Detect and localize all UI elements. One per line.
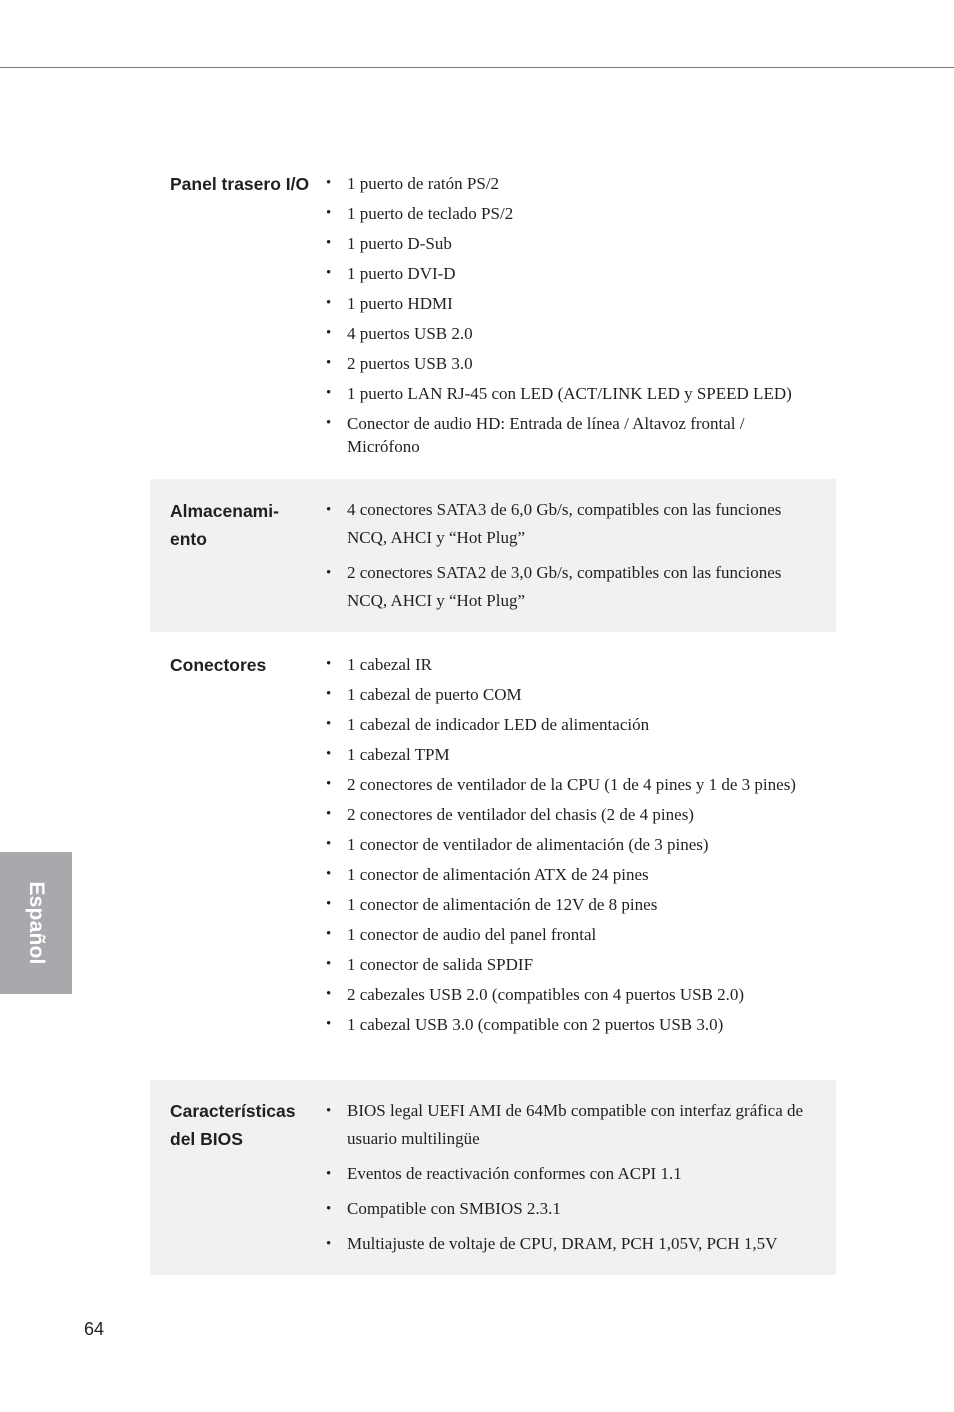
list-item: • 1 cabezal TPM — [326, 743, 821, 766]
list-item: • 1 puerto DVI-D — [326, 262, 821, 285]
language-tab — [0, 852, 72, 994]
list-item: • 1 puerto D-Sub — [326, 232, 821, 255]
list-item: • 1 conector de audio del panel frontal — [326, 923, 821, 946]
spec-section-bios-features — [150, 1080, 836, 1275]
list-item: • 1 conector de ventilador de alimentación (de 3 pines) — [326, 833, 821, 856]
item-list — [326, 496, 821, 622]
list-item: • 2 conectores de ventilador de la CPU (1 de 4 pines y 1 de 3 pines) — [326, 773, 821, 796]
list-item: • 1 conector de salida SPDIF — [326, 953, 821, 976]
list-item: • 2 conectores de ventilador del chasis (2 de 4 pines) — [326, 803, 821, 826]
list-item: • Compatible con SMBIOS 2.3.1 — [326, 1195, 821, 1223]
item-list — [326, 1097, 821, 1265]
list-item: • 1 puerto HDMI — [326, 292, 821, 315]
item-list — [326, 172, 821, 465]
section-label: Conectores — [170, 655, 267, 675]
list-item: • 1 puerto de ratón PS/2 — [326, 172, 821, 195]
spec-section-storage — [150, 479, 836, 632]
section-label: Almacenami-ento — [170, 501, 279, 549]
section-label: Características del BIOS — [170, 1101, 296, 1149]
spec-section-connectors — [150, 651, 836, 1071]
list-item: • 4 conectores SATA3 de 6,0 Gb/s, compatibles con las funciones NCQ, AHCI y “Hot Plug” — [326, 496, 821, 552]
list-item: • 1 cabezal de puerto COM — [326, 683, 821, 706]
list-item: • 2 puertos USB 3.0 — [326, 352, 821, 375]
page-number: 64 — [84, 1319, 105, 1339]
list-item: • 4 puertos USB 2.0 — [326, 322, 821, 345]
list-item: • Eventos de reactivación conformes con ACPI 1.1 — [326, 1160, 821, 1188]
list-item: • 1 puerto de teclado PS/2 — [326, 202, 821, 225]
list-item: • 1 conector de alimentación ATX de 24 pines — [326, 863, 821, 886]
list-item: • 2 cabezales USB 2.0 (compatibles con 4 puertos USB 2.0) — [326, 983, 821, 1006]
list-item: • 1 conector de alimentación de 12V de 8 pines — [326, 893, 821, 916]
item-list — [326, 653, 821, 1043]
list-item: • 1 cabezal USB 3.0 (compatible con 2 puertos USB 3.0) — [326, 1013, 821, 1036]
language-tab-label: Español — [25, 881, 48, 965]
list-item: • BIOS legal UEFI AMI de 64Mb compatible con interfaz gráfica de usuario multilingüe — [326, 1097, 821, 1153]
list-item: • Conector de audio HD: Entrada de línea / Altavoz frontal / Micrófono — [326, 412, 821, 458]
list-item: • 2 conectores SATA2 de 3,0 Gb/s, compatibles con las funciones NCQ, AHCI y “Hot Plug” — [326, 559, 821, 615]
list-item: • 1 cabezal IR — [326, 653, 821, 676]
section-label: Panel trasero I/O — [170, 174, 310, 194]
list-item: • Multiajuste de voltaje de CPU, DRAM, PCH 1,05V, PCH 1,5V — [326, 1230, 821, 1258]
spec-section-rear-panel-io — [150, 170, 836, 470]
list-item: • 1 cabezal de indicador LED de alimentación — [326, 713, 821, 736]
list-item: • 1 puerto LAN RJ-45 con LED (ACT/LINK LED y SPEED LED) — [326, 382, 821, 405]
header-rule — [0, 67, 954, 68]
